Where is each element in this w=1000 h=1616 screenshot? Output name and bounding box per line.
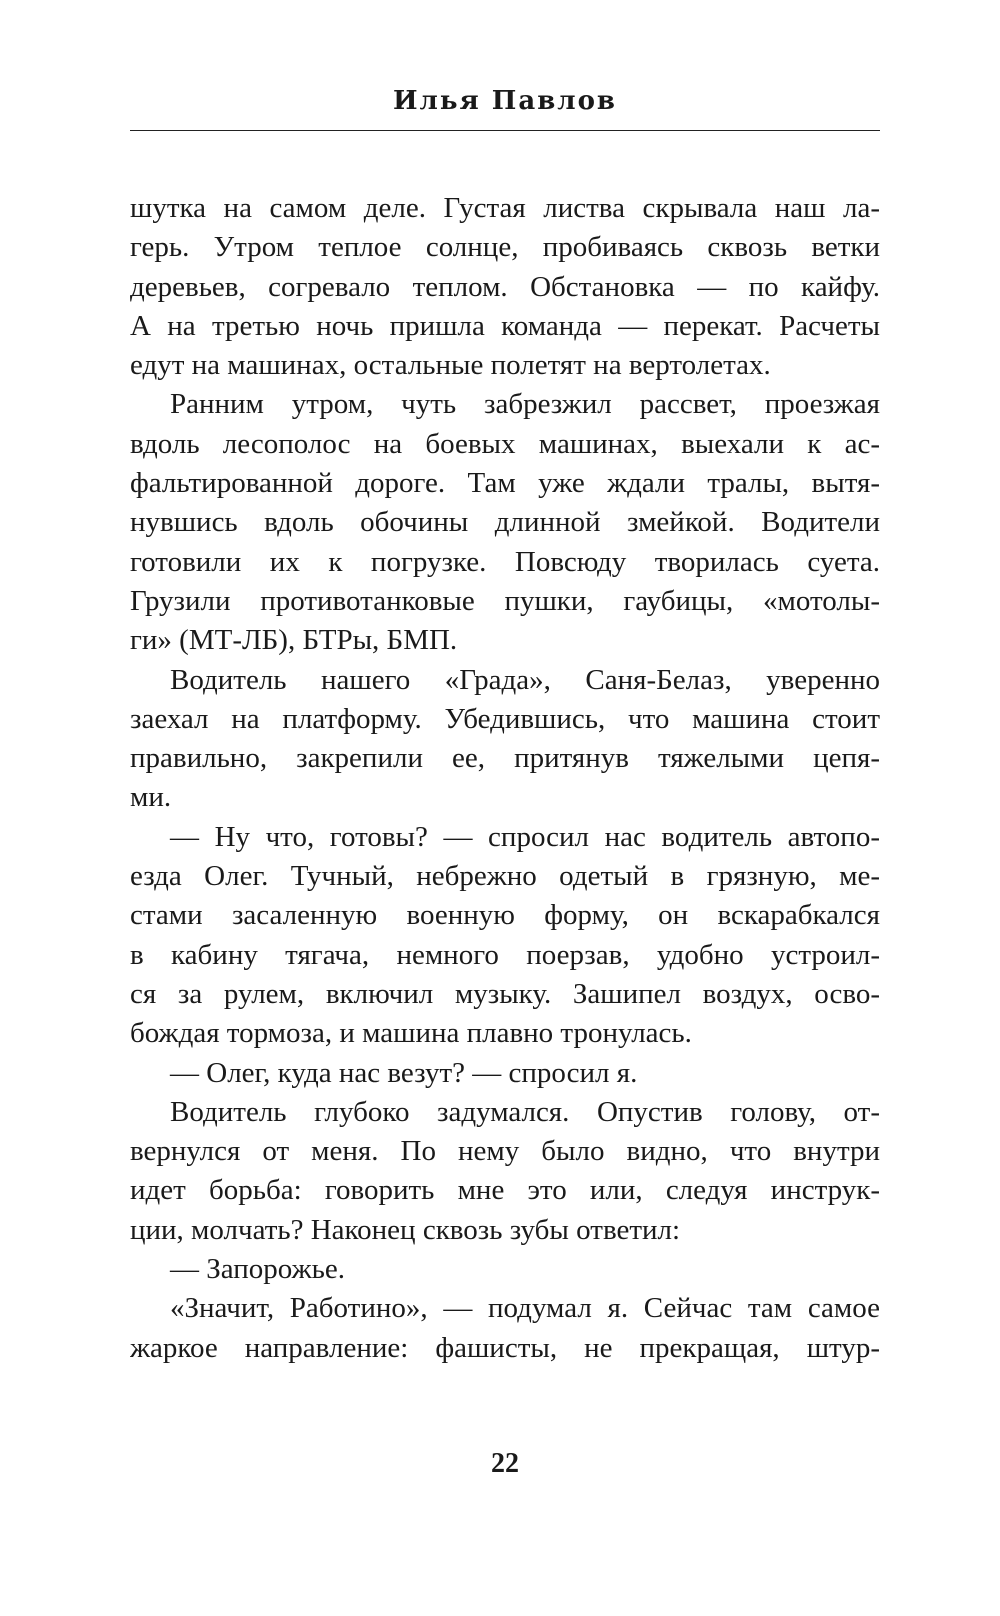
text-line: Водитель нашего «Града», Саня-Белаз, уверенно — [170, 663, 880, 696]
text-line: езда Олег. Тучный, небрежно одетый в грязную, ме- — [130, 860, 880, 893]
text-line: — Запорожье. — [170, 1253, 345, 1286]
text-line: ми. — [130, 781, 172, 814]
text-line: ги» (МТ-ЛБ), БТРы, БМП. — [130, 624, 458, 657]
text-line: в кабину тягача, немного поерзав, удобно устроил- — [130, 938, 880, 971]
text-line: жаркое направление: фашисты, не прекращая, штур- — [130, 1331, 880, 1364]
text-line: «Значит, Работино», — подумал я. Сейчас там самое — [170, 1292, 880, 1325]
text-line: ся за рулем, включил музыку. Зашипел воздух, осво- — [130, 977, 880, 1010]
page-number: 22 — [491, 1448, 519, 1479]
text-line: стами засаленную военную форму, он вскарабкался — [130, 899, 880, 932]
text-line: ции, молчать? Наконец сквозь зубы ответил: — [130, 1213, 681, 1246]
text-line: фальтированной дороге. Там уже ждали тралы, вытя- — [130, 467, 880, 500]
text-line: едут на машинах, остальные полетят на вертолетах. — [130, 349, 771, 382]
text-line: идет борьба: говорить мне это или, следуя инструк- — [130, 1174, 880, 1207]
text-line: шутка на самом деле. Густая листва скрывала наш ла- — [130, 192, 880, 224]
text-line: — Олег, куда нас везут? — спросил я. — [170, 1056, 638, 1089]
text-line: вернулся от меня. По нему было видно, что внутри — [130, 1135, 880, 1168]
text-line: герь. Утром теплое солнце, пробиваясь сквозь ветки — [130, 231, 880, 264]
text-line: вдоль лесополос на боевых машинах, выехали к ас- — [130, 427, 880, 460]
text-line: деревьев, согревало теплом. Обстановка — по кайфу. — [130, 270, 880, 303]
text-line: Водитель глубоко задумался. Опустив голову, от- — [170, 1095, 880, 1128]
text-line: А на третью ночь пришла команда — перекат. Расчеты — [130, 309, 880, 342]
text-line: Ранним утром, чуть забрезжил рассвет, проезжая — [170, 388, 880, 421]
text-line: правильно, закрепили ее, притянув тяжелыми цепя- — [130, 742, 880, 775]
running-head-author: Илья Павлов — [392, 86, 617, 116]
text-line: бождая тормоза, и машина плавно тронулась. — [130, 1017, 692, 1050]
body-text — [130, 189, 880, 1368]
text-line: — Ну что, готовы? — спросил нас водитель автопо- — [170, 820, 880, 853]
text-line: нувшись вдоль обочины длинной змейкой. Водители — [130, 506, 880, 539]
header-rule — [130, 130, 880, 131]
text-line: готовили их к погрузке. Повсюду творилась суета. — [130, 545, 880, 578]
text-line: Грузили противотанковые пушки, гаубицы, «мотолы- — [130, 584, 880, 617]
text-line: заехал на платформу. Убедившись, что машина стоит — [130, 702, 880, 735]
